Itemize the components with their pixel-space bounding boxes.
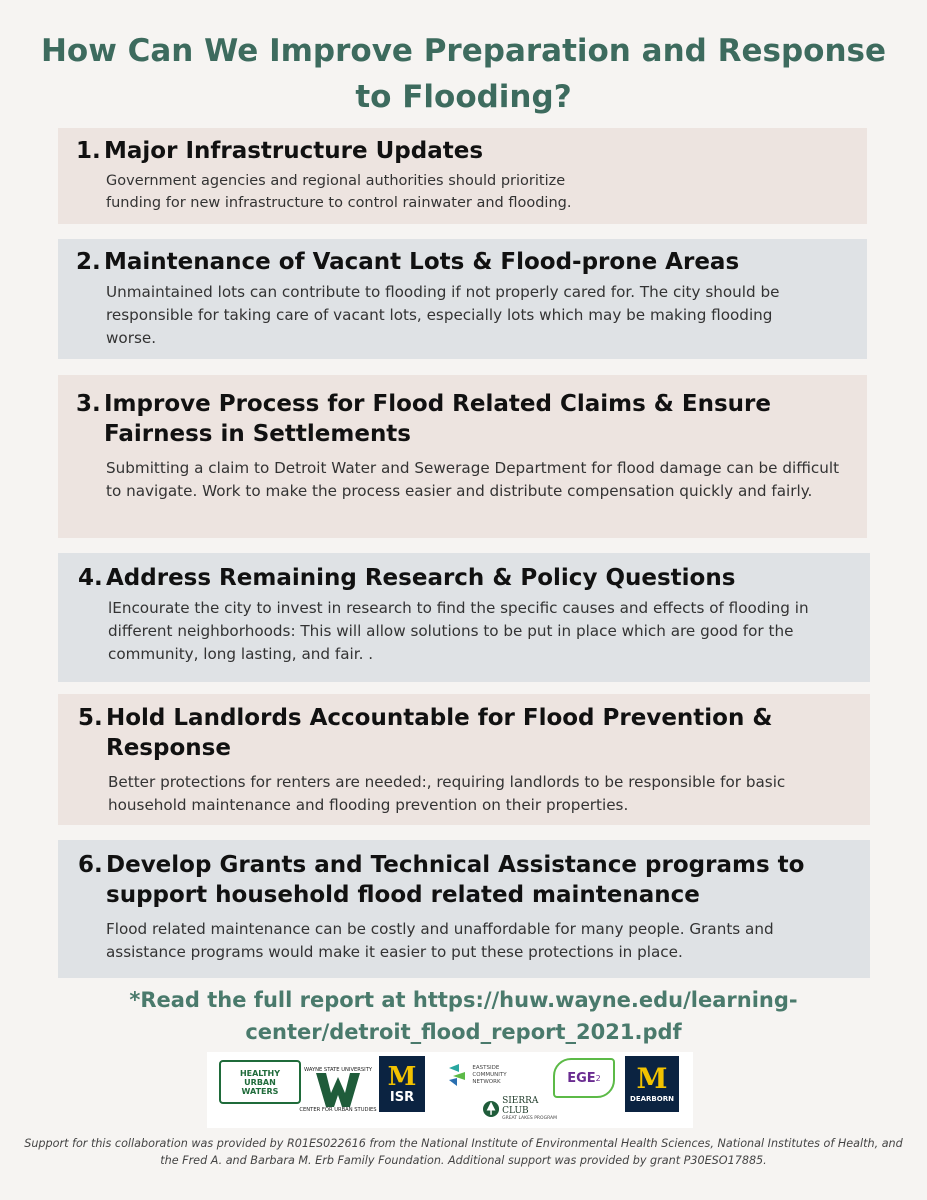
recommendation-number: 2. <box>76 249 101 275</box>
recommendation-card-3 <box>58 375 867 538</box>
recommendation-number: 5. <box>78 705 103 731</box>
recommendation-heading: 3. Improve Process for Flood Related Claims & Ensure Fairness in Settlements <box>76 391 771 447</box>
healthy-urban-waters-logo: HEALTHY URBAN WATERS <box>219 1060 301 1104</box>
recommendation-number: 4. <box>78 565 103 591</box>
recommendation-body: Better protections for renters are needed:, requiring landlords to be responsible for basic household maintenance and flooding prevention on their properties. <box>108 773 786 814</box>
recommendation-body: Government agencies and regional authorities should prioritize funding for new infrastructure to control rainwater and flooding. <box>106 173 572 211</box>
sierra-club-tree-icon <box>483 1096 499 1122</box>
recommendation-body: Submitting a claim to Detroit Water and Sewerage Department for flood damage can be difficult to navigate. Work to make the process easier and distribute compensation quickly and fairly. <box>106 459 840 500</box>
recommendation-heading: 2. Maintenance of Vacant Lots & Flood-prone Areas <box>76 249 740 275</box>
wayne-state-w-icon <box>316 1073 360 1107</box>
funding-acknowledgement: Support for this collaboration was provided by R01ES022616 from the National Institute of Environmental Health Sciences, National Institutes of Health, and the Fred A. and Barbara M. Erb Family Foundation. Additional support was provided by grant P30ESO17885. <box>24 1137 903 1167</box>
recommendation-body: Flood related maintenance can be costly and unaffordable for many people. Grants and assistance programs would make it easier to put these protections in place. <box>106 920 774 961</box>
michigan-isr-logo: M ISR <box>379 1056 425 1112</box>
eastside-community-network-logo: EASTSIDE COMMUNITY NETWORK <box>443 1062 513 1088</box>
recommendation-card-1 <box>58 128 867 224</box>
page-title: How Can We Improve Preparation and Response to Flooding? <box>40 33 887 115</box>
recommendation-number: 1. <box>76 138 101 164</box>
partner-logos <box>207 1052 693 1128</box>
recommendation-card-5 <box>58 694 870 825</box>
sierra-club-logo: SIERRA CLUB GREAT LAKES PROGRAM <box>483 1092 557 1126</box>
wayne-state-logo: WAYNE STATE UNIVERSITY CENTER FOR URBAN STUDIES <box>299 1067 377 1113</box>
michigan-dearborn-logo: M DEARBORN <box>625 1056 679 1112</box>
recommendation-number: 3. <box>76 391 101 417</box>
recommendation-card-4 <box>58 553 870 682</box>
recommendation-card-6 <box>58 840 870 978</box>
recommendation-heading: 4. Address Remaining Research & Policy Questions <box>78 565 736 591</box>
ege2-logo: EGE 2 <box>553 1058 615 1098</box>
recommendation-body: lEncourate the city to invest in research to find the specific causes and effects of flooding in different neighborhoods: This will allow solutions to be put in place which are good for the community, long lasting, and fair. . <box>108 599 809 663</box>
recommendation-heading: 1. Major Infrastructure Updates <box>76 138 484 164</box>
report-link[interactable]: *Read the full report at https://huw.wayne.edu/learning-center/detroit_flood_report_2021.pdf <box>129 988 798 1044</box>
recommendation-number: 6. <box>78 852 103 878</box>
recommendation-card-2 <box>58 239 867 359</box>
recommendation-body: Unmaintained lots can contribute to flooding if not properly cared for. The city should be responsible for taking care of vacant lots, especially lots which may be making flooding worse. <box>106 283 780 347</box>
recommendation-heading: 5. Hold Landlords Accountable for Flood Prevention & Response <box>78 705 773 761</box>
recommendation-heading: 6. Develop Grants and Technical Assistance programs to support household flood related maintenance <box>78 852 805 908</box>
ecn-arrows-icon <box>449 1064 469 1086</box>
